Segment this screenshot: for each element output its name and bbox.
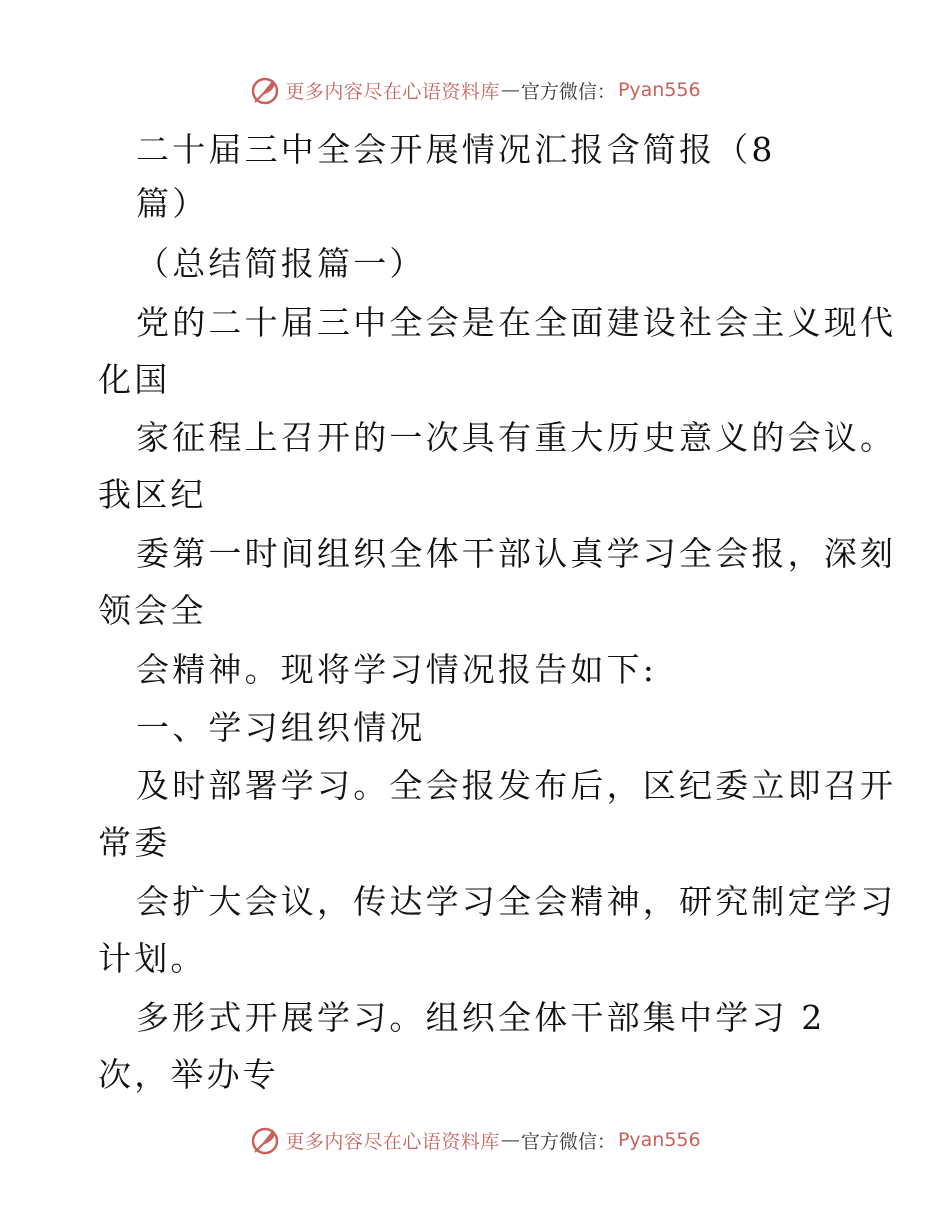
paragraph-line: 及时部署学习。全会报发布后，区纪委立即召开: [136, 766, 897, 805]
paragraph-line: 领会全: [98, 591, 207, 630]
banner-separator: —: [500, 79, 520, 101]
doc-title-line-2: 篇）: [136, 184, 209, 223]
paragraph-line: 会精神。现将学习情况报告如下:: [136, 650, 658, 689]
paragraph-line: 多形式开展学习。组织全体干部集中学习 2: [136, 998, 826, 1037]
subheading: 一、学习组织情况: [136, 708, 426, 747]
wechat-label: 官方微信：: [520, 80, 616, 103]
wechat-id: Pyan556: [617, 79, 701, 101]
brand-text: 更多内容尽在心语资料库: [285, 80, 500, 103]
paragraph-line: 次，举办专: [98, 1055, 279, 1094]
paragraph-line: 党的二十届三中全会是在全面建设社会主义现代: [136, 303, 897, 342]
paragraph-line: 我区纪: [98, 475, 207, 514]
brand-text: 更多内容尽在心语资料库: [285, 1130, 500, 1153]
feather-logo-icon: [249, 74, 281, 106]
doc-title-line-1: 二十届三中全会开展情况汇报含简报（8: [136, 130, 776, 169]
paragraph-line: 常委: [98, 823, 171, 862]
wechat-label: 官方微信：: [520, 1130, 616, 1153]
paragraph-line: 化国: [98, 360, 171, 399]
paragraph-line: 计划。: [98, 939, 207, 978]
paragraph-line: 家征程上召开的一次具有重大历史意义的会议。: [136, 418, 897, 457]
feather-logo-icon: [249, 1124, 281, 1156]
header-banner: [0, 70, 950, 110]
section-heading: （总结简报篇一）: [136, 244, 426, 283]
paragraph-line: 会扩大会议，传达学习全会精神，研究制定学习: [136, 882, 897, 921]
paragraph-line: 委第一时间组织全体干部认真学习全会报，深刻: [136, 534, 897, 573]
wechat-id: Pyan556: [617, 1129, 701, 1151]
footer-banner: [0, 1120, 950, 1160]
banner-separator: —: [500, 1129, 520, 1151]
